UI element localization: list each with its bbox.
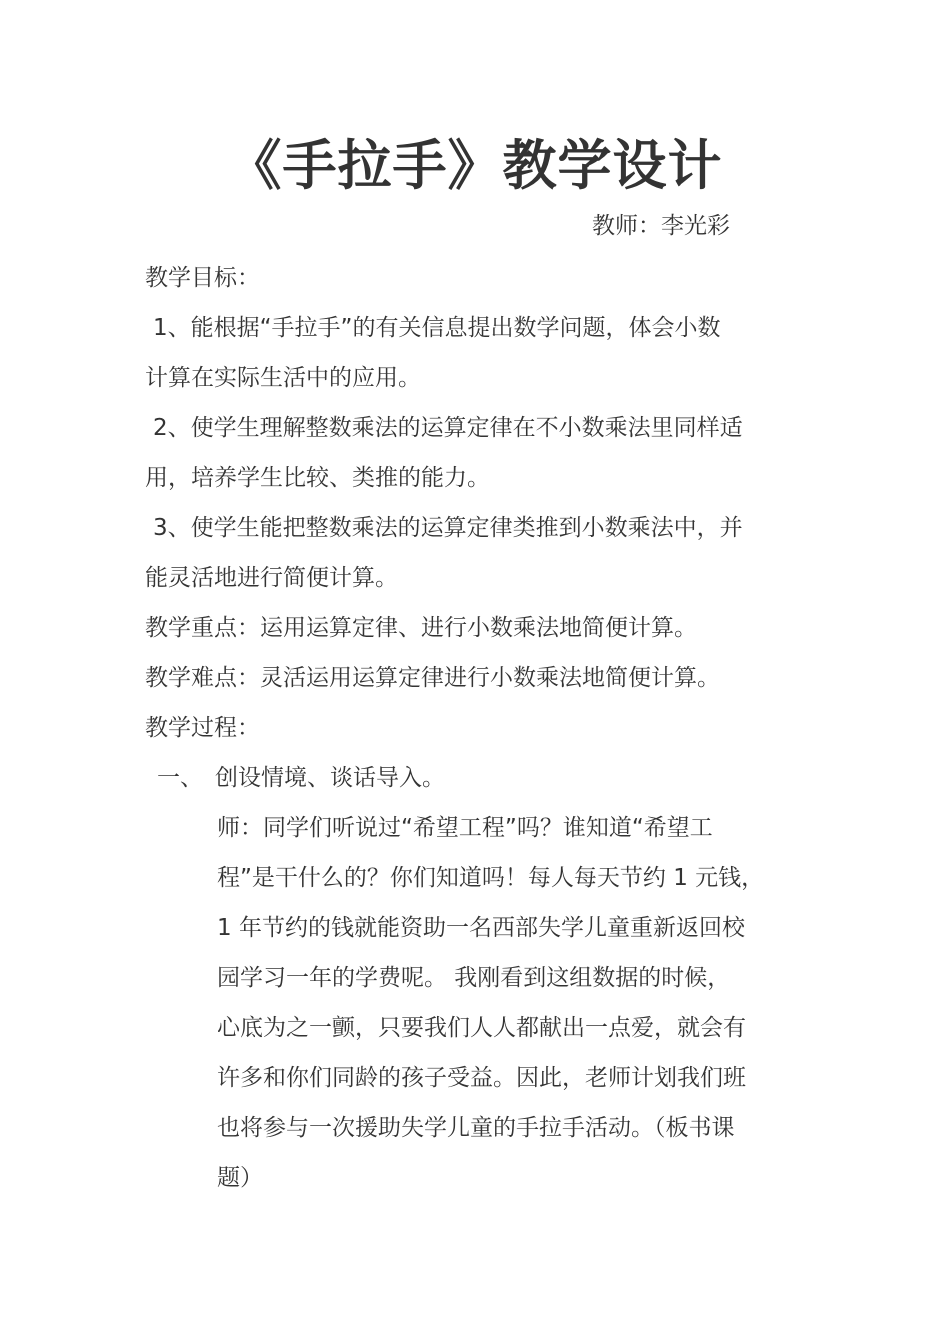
dialog-line-1: 师：同学们听说过“希望工程”吗？谁知道“希望工 (217, 815, 713, 841)
dialog-line-4: 园学习一年的学费呢。 我刚看到这组数据的时候， (217, 965, 731, 991)
dialog-line-7: 也将参与一次援助失学儿童的手拉手活动。（板书课 (217, 1115, 735, 1141)
goal-2-line-2: 用，培养学生比较、类推的能力。 (145, 465, 490, 491)
step-1 (145, 753, 815, 803)
goal-3-line-1: 3、使学生能把整数乘法的运算定律类推到小数乘法中，并 (153, 515, 743, 541)
dialog-line-2: 程”是干什么的？你们知道吗！每人每天节约 1 元钱， (217, 865, 765, 891)
document-body (145, 253, 815, 1203)
dialog-line-6: 许多和你们同龄的孩子受益。因此，老师计划我们班 (217, 1065, 746, 1091)
goal-1-line-1: 1、能根据“手拉手”的有关信息提出数学问题，体会小数 (153, 315, 721, 341)
goals-heading: 教学目标： (145, 265, 260, 291)
key-point: 教学重点：运用运算定律、进行小数乘法地简便计算。 (145, 615, 697, 641)
dialog-line-3: 1 年节约的钱就能资助一名西部失学儿童重新返回校 (217, 915, 745, 941)
step-1-text: 创设情境、谈话导入。 (215, 765, 445, 791)
difficulty: 教学难点：灵活运用运算定律进行小数乘法地简便计算。 (145, 665, 720, 691)
goal-3-line-2: 能灵活地进行简便计算。 (145, 565, 398, 591)
step-1-number: 一、 (157, 765, 203, 791)
dialog-line-8: 题） (217, 1165, 263, 1191)
teacher-name: 教师：李光彩 (592, 213, 730, 239)
document-title: 《手拉手》教学设计 (227, 134, 723, 197)
dialog-line-5: 心底为之一颤，只要我们人人都献出一点爱，就会有 (217, 1015, 746, 1041)
goal-1-line-2: 计算在实际生活中的应用。 (145, 365, 421, 391)
goal-2-line-1: 2、使学生理解整数乘法的运算定律在不小数乘法里同样适 (153, 415, 743, 441)
process-heading: 教学过程： (145, 715, 260, 741)
